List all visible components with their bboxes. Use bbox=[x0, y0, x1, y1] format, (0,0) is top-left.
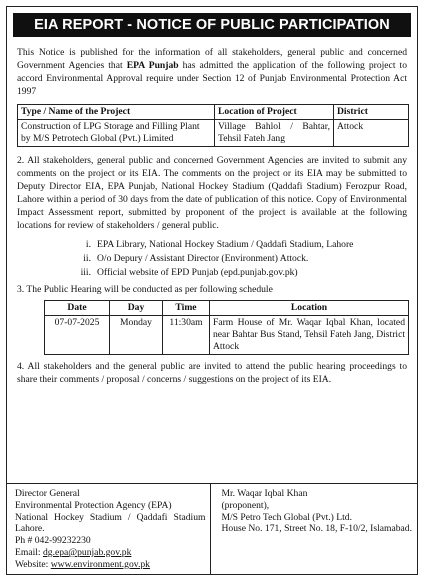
list-item-text: EPA Library, National Hockey Stadium / Qaddafi Stadium, Lahore bbox=[97, 239, 354, 250]
list-item-number: i. bbox=[85, 239, 91, 250]
notice-title: EIA REPORT - NOTICE OF PUBLIC PARTICIPATION bbox=[13, 13, 411, 37]
proponent-contact-block bbox=[211, 484, 417, 574]
proponent-name: Mr. Waqar Iqbal Khan bbox=[221, 488, 308, 499]
proponent-address: House No. 171, Street No. 18, F-10/2, Islamabad. bbox=[221, 523, 412, 535]
project-district-cell: Attock bbox=[334, 120, 409, 147]
comments-paragraph: 2. All stakeholders, general public and concerned Government Agencies are invited to submit any comments on the project or its EIA. The comments on the project or its EIA may be submitted to Deputy Director EIA, EPA Punjab, National Hockey Stadium (Qaddafi Stadium) Ferozpur Road, Lahore within a period of 30 days from the date of publication of this notice. Copy of Environmental Impact Assessment report, submitted by proponent of the project is available at the following locations for review of stakeholders / general public. bbox=[17, 155, 407, 231]
schedule-location-cell: Farm House of Mr. Waqar Iqbal Khan, located near Bahtar Bus Stand, Tehsil Fateh Jang, District Attock bbox=[210, 316, 409, 355]
attendance-paragraph: 4. All stakeholders and the general public are invited to attend the public hearing proceedings to share their comments / proposal / concerns / suggestions on the project of its EIA. bbox=[17, 361, 407, 385]
notice-page bbox=[6, 6, 418, 575]
table-row bbox=[18, 120, 409, 147]
project-location-cell: Village Bahlol / Bahtar, Tehsil Fateh Jang bbox=[215, 120, 334, 147]
table-row bbox=[45, 316, 409, 355]
contact-footer bbox=[7, 483, 417, 574]
list-item bbox=[77, 266, 417, 280]
list-item bbox=[77, 252, 417, 266]
schedule-table-header-row bbox=[45, 301, 409, 316]
agency-officer-title: Director General bbox=[15, 488, 80, 499]
proponent-role: (proponent), bbox=[221, 499, 270, 511]
list-item-number: ii. bbox=[83, 253, 91, 264]
intro-text-before: This Notice is published for the information of all stakeholders, general public and concerned Government Agencies that bbox=[17, 47, 407, 71]
project-location-header: Location of Project bbox=[215, 105, 334, 120]
proponent-company: M/S Petro Tech Global (Pvt.) Ltd. bbox=[221, 511, 352, 523]
agency-email-link[interactable]: dg.epa@punjab.gov.pk bbox=[42, 546, 132, 558]
schedule-time-header: Time bbox=[163, 301, 210, 316]
schedule-date-header: Date bbox=[45, 301, 110, 316]
project-type-header: Type / Name of the Project bbox=[18, 105, 215, 120]
list-item bbox=[77, 238, 417, 252]
agency-email-row bbox=[15, 547, 205, 559]
schedule-date-cell: 07-07-2025 bbox=[45, 316, 110, 355]
list-item-text: O/o Depury / Assistant Director (Environment) Attock. bbox=[97, 253, 309, 264]
email-label: Email: bbox=[15, 546, 43, 558]
schedule-location-header: Location bbox=[210, 301, 409, 316]
hearing-paragraph: 3. The Public Hearing will be conducted as per following schedule bbox=[17, 284, 273, 295]
intro-agency-name: EPA Punjab bbox=[126, 60, 179, 71]
schedule-time-cell: 11:30am bbox=[163, 316, 210, 355]
locations-list bbox=[77, 238, 417, 280]
agency-address: National Hockey Stadium / Qaddafi Stadium Lahore. bbox=[15, 511, 206, 535]
project-table bbox=[17, 104, 409, 147]
list-item-text: Official website of EPD Punjab (epd.punjab.gov.pk) bbox=[97, 267, 298, 278]
agency-name: Environmental Protection Agency (EPA) bbox=[15, 499, 172, 511]
project-name-cell: Construction of LPG Storage and Filling Plant by M/S Petrotech Global (Pvt.) Limited bbox=[18, 120, 215, 147]
schedule-table bbox=[44, 300, 409, 355]
schedule-day-cell: Monday bbox=[110, 316, 163, 355]
agency-website-link[interactable]: www.environment.gov.pk bbox=[50, 558, 150, 570]
agency-website-row bbox=[15, 559, 205, 571]
intro-text-after: has admitted the application of the following project to accord Environmental Approval require under Section 12 of Punjab Environmental Protection Act 1997 bbox=[17, 60, 408, 97]
project-table-header-row bbox=[18, 105, 409, 120]
schedule-day-header: Day bbox=[110, 301, 163, 316]
intro-paragraph bbox=[17, 46, 407, 98]
website-label: Website: bbox=[15, 558, 51, 570]
project-district-header: District bbox=[334, 105, 409, 120]
agency-contact-block bbox=[7, 484, 211, 574]
agency-phone: Ph # 042-99232230 bbox=[15, 535, 91, 547]
list-item-number: iii. bbox=[80, 267, 91, 278]
